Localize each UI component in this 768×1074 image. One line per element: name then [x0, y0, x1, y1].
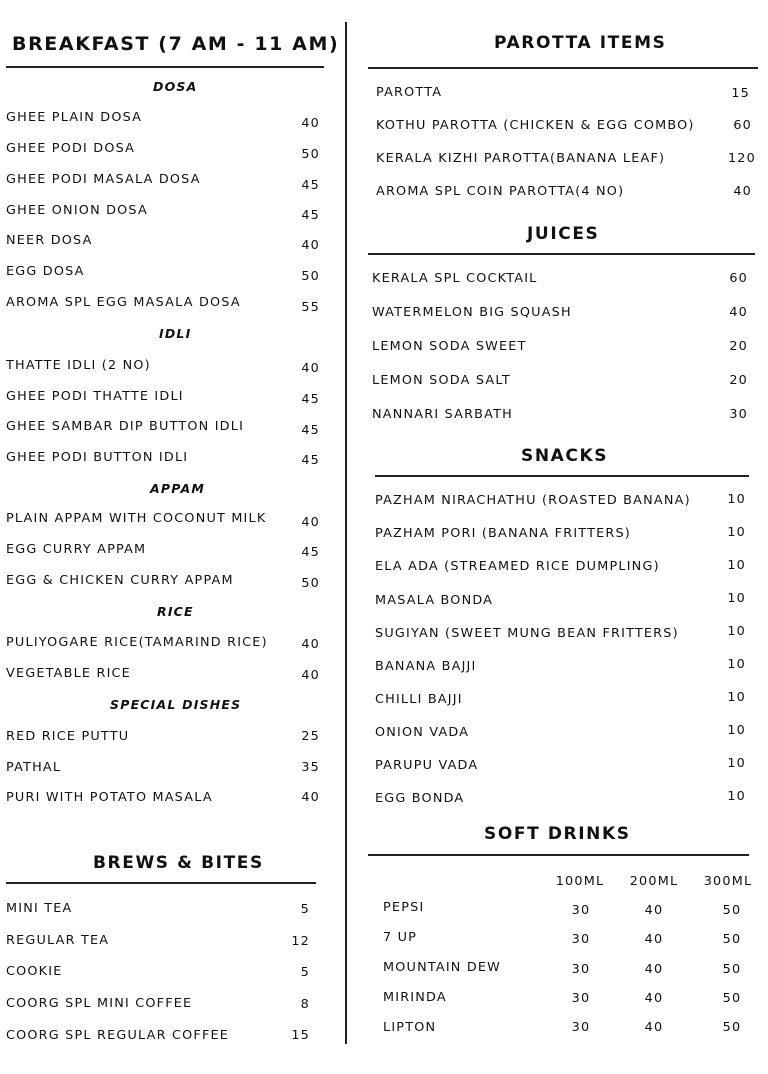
list-item-price: 40 — [301, 238, 320, 253]
list-item-name: PARUPU VADA — [375, 758, 479, 773]
list-item-price: 40 — [301, 515, 320, 530]
list-item-name: RED RICE PUTTU — [6, 729, 130, 744]
list-item-price: 40 — [301, 116, 320, 131]
list-item-name: COORG SPL REGULAR COFFEE — [6, 1028, 230, 1043]
list-item-price: 40 — [729, 305, 748, 320]
list-item-name: GHEE SAMBAR DIP BUTTON IDLI — [6, 419, 245, 434]
list-item-price: 30 — [729, 407, 748, 422]
list-item-name: AROMA SPL EGG MASALA DOSA — [6, 295, 241, 310]
list-item-price: 5 — [300, 902, 310, 917]
list-item-name: GHEE PODI MASALA DOSA — [6, 172, 201, 187]
list-item-name: LEMON SODA SALT — [372, 373, 511, 388]
list-item-price: 60 — [729, 271, 748, 286]
table-cell: 40 — [644, 932, 664, 947]
list-item-price: 20 — [729, 373, 748, 388]
list-item-price: 12 — [291, 934, 310, 949]
table-cell: 40 — [644, 962, 664, 977]
table-cell: 30 — [571, 932, 591, 947]
list-item-price: 50 — [301, 147, 320, 162]
list-item-price: 45 — [301, 208, 320, 223]
list-item-name: AROMA SPL COIN PAROTTA(4 NO) — [376, 184, 625, 199]
table-row-name: PEPSI — [383, 900, 425, 915]
list-item-name: PURI WITH POTATO MASALA — [6, 790, 213, 805]
list-item-price: 60 — [733, 118, 752, 133]
column-header: 100ML — [555, 874, 605, 889]
idli-heading: IDLI — [159, 326, 192, 341]
table-cell: 50 — [722, 903, 742, 918]
list-item-price: 10 — [727, 525, 746, 540]
breakfast-title-rule — [6, 66, 324, 68]
list-item-price: 8 — [300, 997, 310, 1012]
list-item-name: CHILLI BAJJI — [375, 692, 463, 707]
list-item-name: PAZHAM NIRACHATHU (ROASTED BANANA) — [375, 493, 691, 508]
list-item-price: 10 — [727, 591, 746, 606]
table-cell: 40 — [644, 991, 664, 1006]
appam-heading: APPAM — [150, 481, 205, 496]
list-item-name: ELA ADA (STREAMED RICE DUMPLING) — [375, 559, 660, 574]
list-item-price: 45 — [301, 453, 320, 468]
list-item-name: VEGETABLE RICE — [6, 666, 131, 681]
list-item-price: 40 — [301, 790, 320, 805]
table-row-name: MOUNTAIN DEW — [383, 960, 502, 975]
list-item-price: 10 — [727, 723, 746, 738]
list-item-name: PULIYOGARE RICE(TAMARIND RICE) — [6, 635, 268, 650]
list-item-price: 10 — [727, 756, 746, 771]
table-cell: 50 — [722, 962, 742, 977]
table-cell: 50 — [722, 1020, 742, 1035]
brews-bites-rule — [6, 882, 316, 884]
list-item-name: EGG & CHICKEN CURRY APPAM — [6, 573, 234, 588]
table-cell: 40 — [644, 1020, 664, 1035]
special-dishes-heading: SPECIAL DISHES — [110, 697, 242, 712]
list-item-name: EGG BONDA — [375, 791, 465, 806]
juices-title: JUICES — [527, 224, 600, 244]
table-cell: 50 — [722, 991, 742, 1006]
list-item-price: 50 — [301, 269, 320, 284]
list-item-name: NANNARI SARBATH — [372, 407, 513, 422]
list-item-name: REGULAR TEA — [6, 933, 110, 948]
list-item-name: KERALA SPL COCKTAIL — [372, 271, 538, 286]
list-item-price: 10 — [727, 492, 746, 507]
table-cell: 30 — [571, 991, 591, 1006]
list-item-name: GHEE PODI DOSA — [6, 141, 136, 156]
table-cell: 30 — [571, 903, 591, 918]
brews-bites-title: BREWS & BITES — [93, 853, 264, 873]
list-item-name: PATHAL — [6, 760, 62, 775]
rice-heading: RICE — [157, 604, 194, 619]
list-item-price: 120 — [727, 151, 756, 166]
list-item-name: THATTE IDLI (2 NO) — [6, 358, 151, 373]
list-item-price: 35 — [301, 760, 320, 775]
list-item-name: WATERMELON BIG SQUASH — [372, 305, 572, 320]
snacks-rule — [375, 475, 749, 477]
dosa-heading: DOSA — [153, 79, 198, 94]
list-item-name: PAROTTA — [376, 85, 443, 100]
list-item-name: NEER DOSA — [6, 233, 93, 248]
list-item-name: COORG SPL MINI COFFEE — [6, 996, 193, 1011]
list-item-name: KERALA KIZHI PAROTTA(BANANA LEAF) — [376, 151, 666, 166]
list-item-price: 15 — [291, 1028, 310, 1043]
list-item-name: EGG CURRY APPAM — [6, 542, 147, 557]
soft-drinks-rule — [368, 854, 749, 856]
soft-drinks-title: SOFT DRINKS — [484, 824, 631, 844]
breakfast-title: BREAKFAST (7 AM - 11 AM) — [12, 33, 340, 55]
list-item-price: 45 — [301, 178, 320, 193]
list-item-price: 40 — [301, 361, 320, 376]
list-item-price: 25 — [301, 729, 320, 744]
list-item-name: PAZHAM PORI (BANANA FRITTERS) — [375, 526, 632, 541]
table-row-name: LIPTON — [383, 1020, 437, 1035]
list-item-price: 50 — [301, 576, 320, 591]
list-item-name: GHEE ONION DOSA — [6, 203, 148, 218]
list-item-name: MINI TEA — [6, 901, 73, 916]
parotta-title: PAROTTA ITEMS — [494, 33, 667, 53]
table-cell: 50 — [722, 932, 742, 947]
list-item-price: 10 — [727, 624, 746, 639]
list-item-price: 10 — [727, 657, 746, 672]
list-item-price: 10 — [727, 690, 746, 705]
list-item-price: 45 — [301, 545, 320, 560]
list-item-price: 55 — [301, 300, 320, 315]
parotta-rule — [368, 67, 758, 69]
list-item-name: GHEE PODI BUTTON IDLI — [6, 450, 189, 465]
list-item-name: ONION VADA — [375, 725, 470, 740]
list-item-price: 10 — [727, 558, 746, 573]
list-item-price: 40 — [301, 637, 320, 652]
list-item-name: GHEE PODI THATTE IDLI — [6, 389, 184, 404]
list-item-name: MASALA BONDA — [375, 593, 494, 608]
list-item-name: SUGIYAN (SWEET MUNG BEAN FRITTERS) — [375, 626, 679, 641]
list-item-name: PLAIN APPAM WITH COCONUT MILK — [6, 511, 267, 526]
table-cell: 30 — [571, 962, 591, 977]
list-item-name: BANANA BAJJI — [375, 659, 477, 674]
table-row-name: MIRINDA — [383, 990, 447, 1005]
list-item-name: KOTHU PAROTTA (CHICKEN & EGG COMBO) — [376, 118, 695, 133]
list-item-price: 15 — [731, 86, 750, 101]
list-item-price: 45 — [301, 392, 320, 407]
list-item-price: 40 — [733, 184, 752, 199]
juices-rule — [368, 253, 755, 255]
list-item-price: 20 — [729, 339, 748, 354]
list-item-name: LEMON SODA SWEET — [372, 339, 527, 354]
list-item-price: 40 — [301, 668, 320, 683]
column-header: 300ML — [703, 874, 753, 889]
snacks-title: SNACKS — [521, 446, 609, 466]
list-item-price: 5 — [300, 965, 310, 980]
list-item-price: 45 — [301, 423, 320, 438]
table-cell: 30 — [571, 1020, 591, 1035]
list-item-name: EGG DOSA — [6, 264, 85, 279]
column-divider — [345, 22, 347, 1044]
table-cell: 40 — [644, 903, 664, 918]
list-item-price: 10 — [727, 789, 746, 804]
table-row-name: 7 UP — [383, 930, 418, 945]
list-item-name: COOKIE — [6, 964, 63, 979]
column-header: 200ML — [629, 874, 679, 889]
list-item-name: GHEE PLAIN DOSA — [6, 110, 143, 125]
